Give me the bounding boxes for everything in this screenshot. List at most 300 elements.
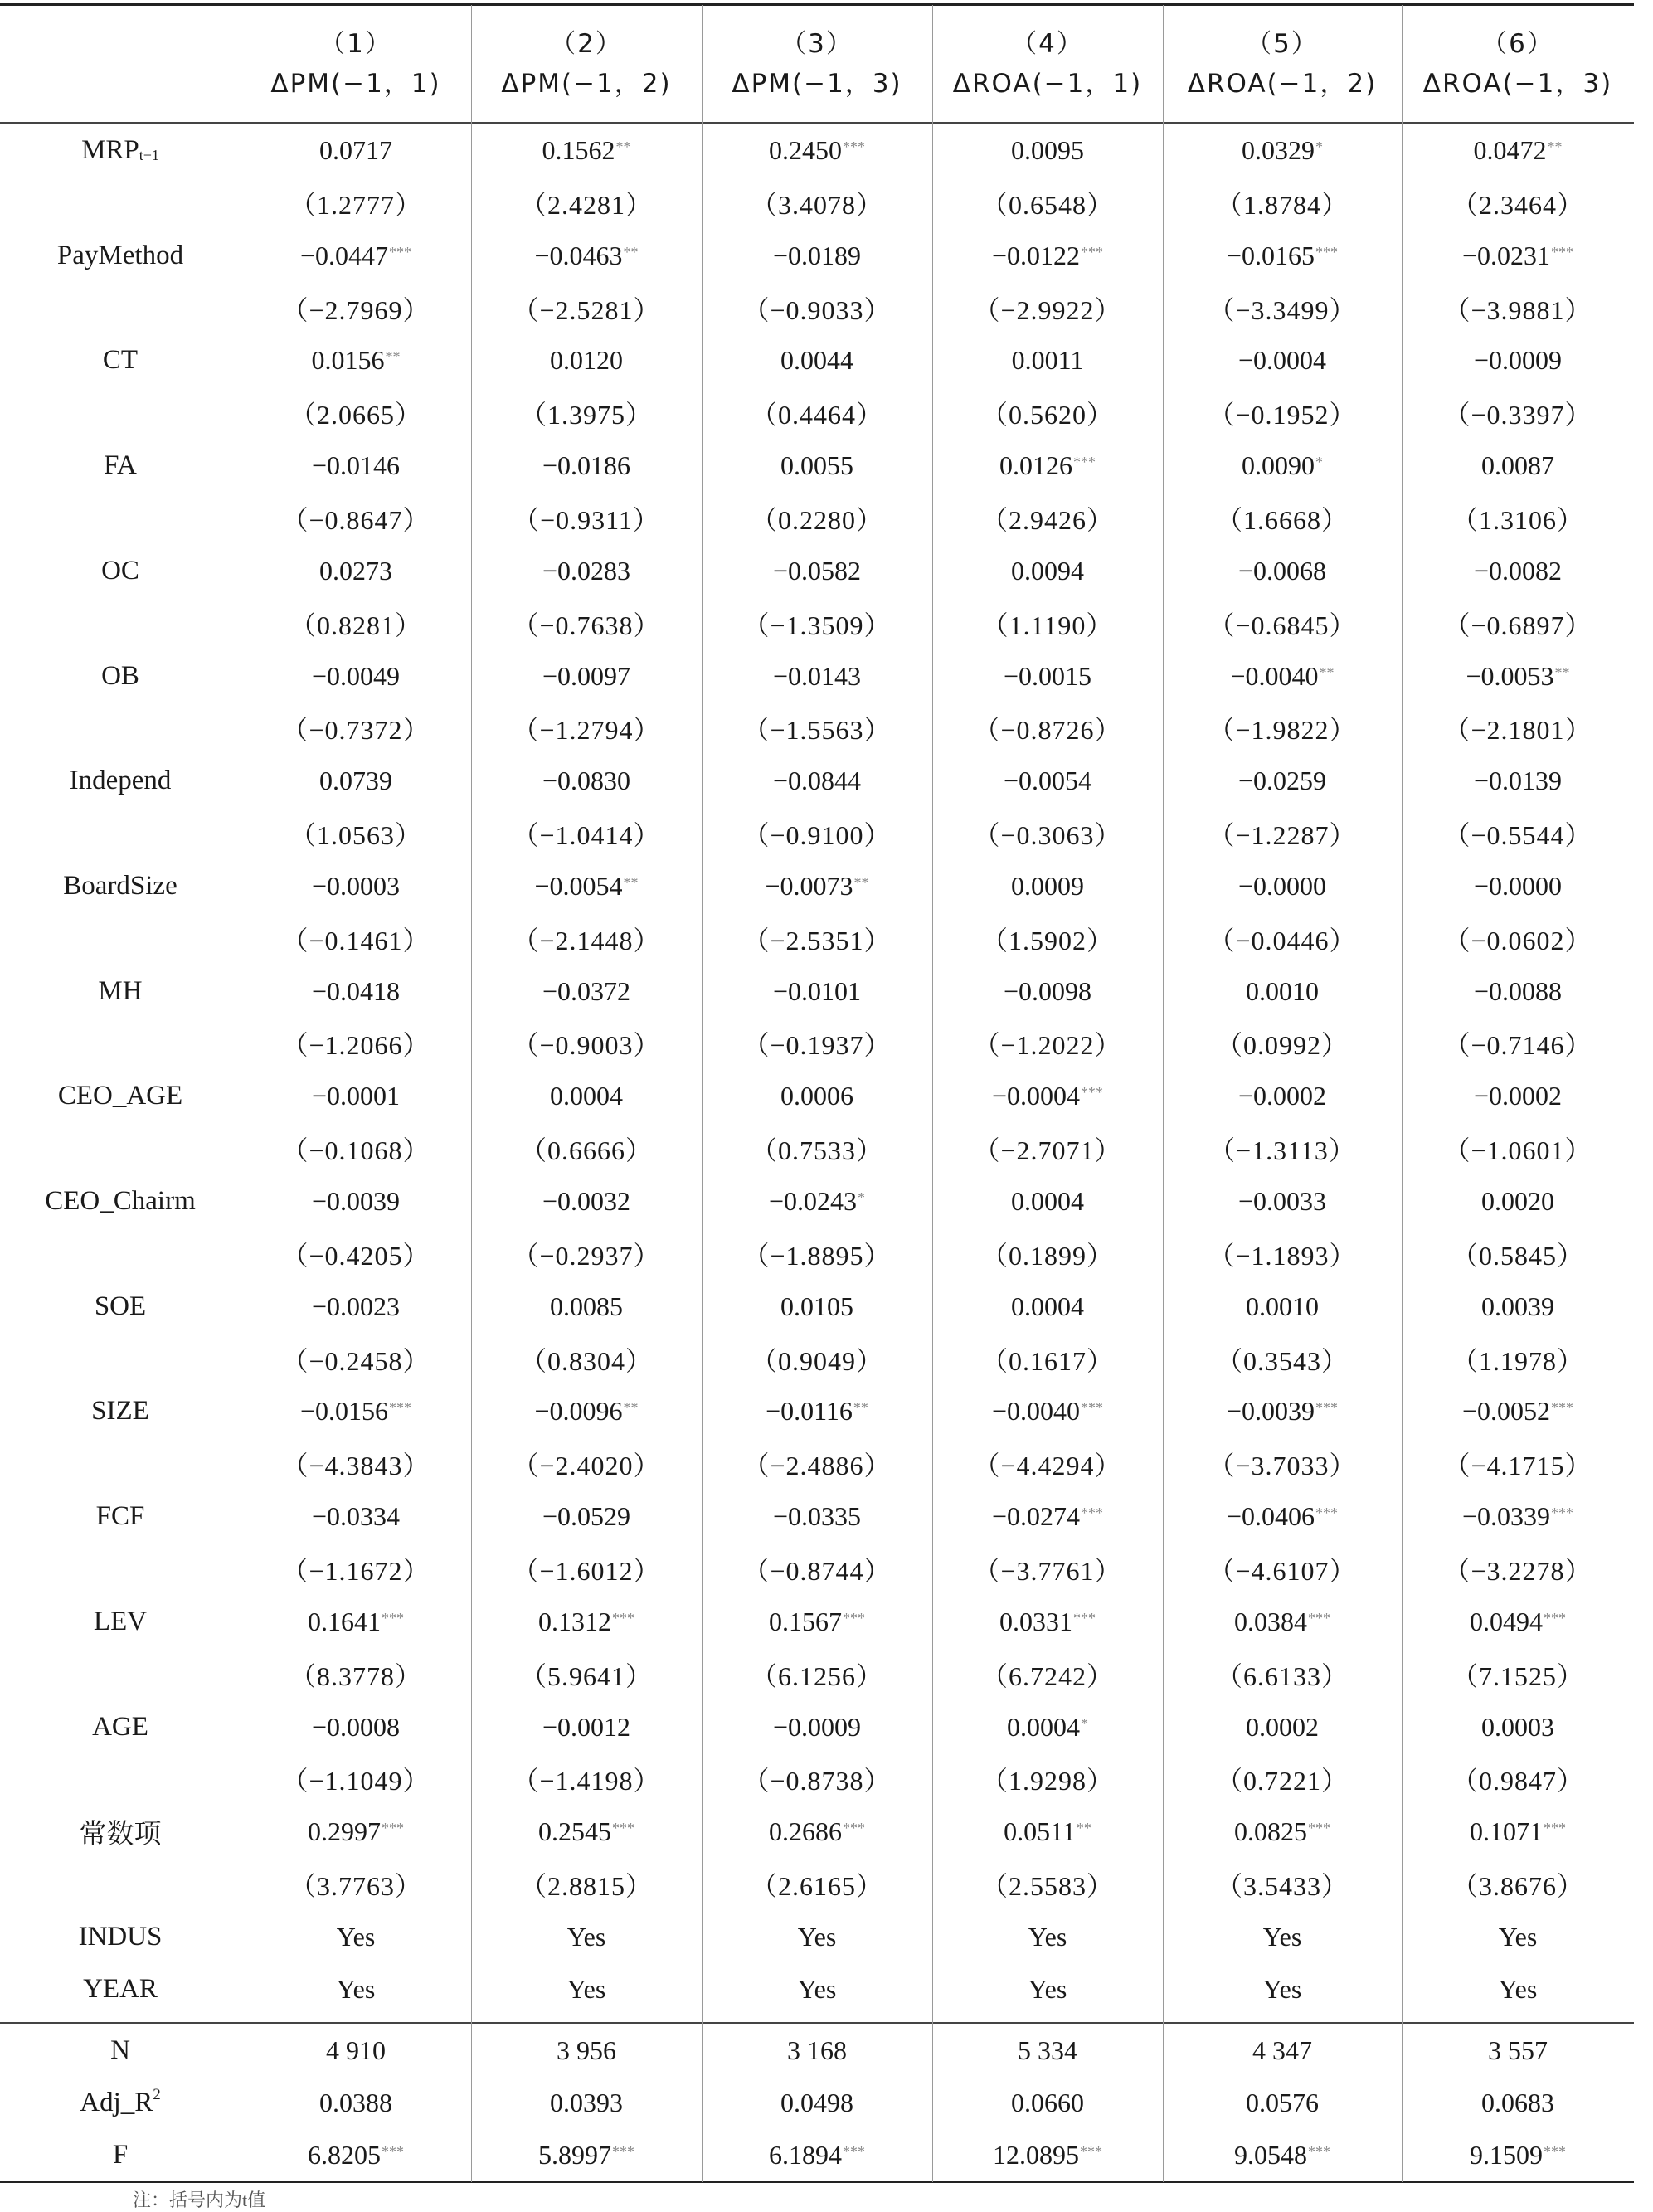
coefficient-value: 0.1641 — [308, 1606, 381, 1636]
row-label — [0, 1596, 241, 1648]
coefficient-value: 0.0105 — [780, 1291, 853, 1321]
variable-name: MRP — [81, 135, 139, 165]
control-row — [0, 1911, 1634, 1963]
t-stat-row — [0, 1438, 1634, 1490]
coefficient-value: −0.0165 — [1226, 240, 1315, 270]
t-stat-row — [0, 1859, 1634, 1911]
coefficient-cell — [1402, 755, 1634, 807]
coefficient-value: 0.0004 — [1007, 1711, 1080, 1742]
t-stat-cell: （−0.8726） — [973, 715, 1122, 746]
header-rule — [0, 122, 1634, 124]
t-stat-cell: （−0.0446） — [1208, 925, 1357, 955]
coefficient-cell — [241, 1070, 471, 1122]
coefficient-value: −0.0053 — [1466, 660, 1554, 691]
t-stat-cell: （−2.1448） — [512, 925, 661, 955]
t-stat-row — [0, 808, 1634, 860]
stat-cell — [932, 2025, 1163, 2077]
row-label: YEAR — [83, 1974, 158, 2005]
coef-row — [0, 1070, 1634, 1122]
t-stat-cell: （2.6165） — [750, 1871, 883, 1902]
coef-row — [0, 440, 1634, 492]
coefficient-cell — [1402, 1070, 1634, 1122]
significance-stars: ** — [623, 873, 639, 891]
coefficient-value: −0.0143 — [772, 660, 862, 691]
column-number: （1） — [319, 28, 392, 59]
coefficient-cell — [932, 1806, 1163, 1858]
coefficient-value: −0.0156 — [299, 1396, 389, 1427]
stat-row — [0, 2025, 1634, 2077]
row-label — [0, 755, 241, 807]
coefficient-cell — [241, 650, 471, 702]
coefficient-value: 0.0384 — [1234, 1606, 1307, 1636]
coefficient-value: 0.0011 — [1011, 345, 1084, 376]
coefficient-cell — [932, 334, 1163, 386]
coefficient-value: 0.1312 — [538, 1606, 611, 1636]
coefficient-value: −0.0274 — [991, 1501, 1081, 1532]
t-stat-cell: （−2.5351） — [742, 925, 892, 955]
coef-row — [0, 965, 1634, 1018]
stat-value: 0.0388 — [319, 2088, 392, 2117]
t-stat-cell: （−4.3843） — [281, 1451, 430, 1481]
significance-stars: *** — [843, 2143, 865, 2160]
coefficient-value: 0.0087 — [1481, 450, 1554, 481]
t-stat-cell: （−0.3063） — [973, 820, 1122, 851]
variable-name: OB — [101, 660, 139, 691]
coefficient-value: 0.0090 — [1242, 450, 1315, 481]
column-variable: ΔPM(−1，1) — [270, 68, 441, 99]
t-stat-cell: （−0.6897） — [1443, 610, 1592, 640]
coefficient-value: −0.0003 — [311, 870, 401, 901]
row-label — [0, 334, 241, 386]
row-label: INDUS — [78, 1921, 163, 1952]
coefficient-value: 0.0156 — [311, 345, 385, 376]
coefficient-cell — [241, 1385, 471, 1437]
t-stat-cell: （−1.2794） — [512, 715, 661, 746]
coefficient-cell — [1163, 124, 1402, 177]
column-variable: ΔPM(−1，2) — [501, 68, 672, 99]
coefficient-cell — [932, 965, 1163, 1018]
coef-row — [0, 1596, 1634, 1648]
t-stat-cell: （−0.8738） — [742, 1766, 892, 1796]
significance-stars: ** — [615, 139, 631, 155]
variable-name: OC — [101, 555, 139, 586]
coefficient-cell — [1402, 860, 1634, 912]
coef-row — [0, 545, 1634, 597]
variable-name: Independ — [69, 766, 172, 796]
coefficient-value: 0.0006 — [780, 1081, 853, 1111]
stat-value: 3 557 — [1488, 2035, 1548, 2065]
t-stat-cell: （3.7763） — [289, 1871, 422, 1902]
t-stat-cell: （3.4078） — [750, 189, 883, 220]
significance-stars: ** — [1554, 664, 1570, 681]
coefficient-value: −0.0231 — [1461, 240, 1551, 270]
t-stat-cell: （−0.9311） — [513, 504, 660, 535]
coefficient-cell — [1402, 1175, 1634, 1228]
significance-stars: *** — [389, 243, 412, 260]
stat-value: 0.0393 — [550, 2088, 623, 2117]
significance-stars: *** — [612, 2143, 634, 2160]
coefficient-cell — [1163, 1701, 1402, 1753]
significance-stars: *** — [1315, 1399, 1339, 1417]
t-stat-cell: （−0.8744） — [742, 1555, 892, 1586]
stat-cell — [702, 2077, 932, 2129]
table-footnote: 注：括号内为t值 — [133, 2190, 266, 2210]
stat-value: 12.0895 — [993, 2140, 1079, 2170]
t-stat-cell: （−0.5544） — [1443, 820, 1592, 851]
t-stat-row — [0, 387, 1634, 440]
column-header — [1163, 5, 1402, 122]
t-stat-cell: （0.8281） — [289, 610, 422, 640]
coefficient-value: 0.0825 — [1234, 1816, 1307, 1847]
t-stat-cell: （−0.3397） — [1443, 400, 1592, 430]
variable-name: AGE — [92, 1711, 148, 1742]
t-stat-cell: （−1.1672） — [281, 1555, 430, 1586]
coefficient-cell — [471, 1806, 702, 1858]
label-subscript: t−1 — [139, 147, 159, 163]
t-stat-cell: （8.3778） — [289, 1660, 422, 1691]
t-stat-row — [0, 912, 1634, 965]
coefficient-cell — [1402, 1701, 1634, 1753]
stat-value: 5 334 — [1018, 2035, 1077, 2065]
coefficient-cell — [241, 230, 471, 282]
t-stat-cell: （0.5845） — [1451, 1240, 1584, 1271]
t-stat-cell: （−3.3499） — [1208, 294, 1357, 325]
t-stat-cell: （−2.4020） — [512, 1451, 661, 1481]
t-stat-cell: （−1.0414） — [512, 820, 661, 851]
coefficient-cell — [241, 755, 471, 807]
column-variable: ΔPM(−1，3) — [732, 68, 902, 99]
coefficient-cell — [702, 1385, 932, 1437]
t-stat-row — [0, 1228, 1634, 1280]
significance-stars: * — [1315, 139, 1323, 155]
coefficient-value: 0.1567 — [769, 1606, 842, 1636]
row-label — [0, 1806, 241, 1858]
coefficient-value: −0.0101 — [772, 975, 862, 1006]
significance-stars: *** — [843, 1820, 865, 1837]
significance-stars: *** — [1081, 243, 1104, 260]
t-stat-cell: （0.6548） — [980, 189, 1114, 220]
coefficient-cell — [1163, 1596, 1402, 1648]
coefficient-cell — [471, 545, 702, 597]
coefficient-value: −0.0049 — [311, 660, 401, 691]
significance-stars: *** — [1315, 243, 1339, 260]
coefficient-value: −0.0186 — [542, 450, 631, 481]
significance-stars: * — [1315, 454, 1323, 471]
column-number: （5） — [1246, 28, 1319, 59]
t-stat-cell: （2.4281） — [519, 189, 653, 220]
t-stat-cell: （1.0563） — [289, 820, 422, 851]
coefficient-value: −0.0097 — [542, 660, 631, 691]
t-stat-cell: （6.7242） — [980, 1660, 1114, 1691]
coef-row — [0, 1806, 1634, 1858]
coefficient-cell — [241, 440, 471, 492]
coefficient-cell — [471, 1281, 702, 1333]
t-stat-cell: （1.8784） — [1215, 189, 1349, 220]
t-stat-cell: （−0.2458） — [281, 1345, 430, 1376]
coefficient-value: −0.0015 — [1003, 660, 1092, 691]
t-stat-cell: （−2.1801） — [1443, 715, 1592, 746]
coefficient-cell — [932, 1701, 1163, 1753]
stat-cell — [1163, 2129, 1402, 2181]
control-row — [0, 1963, 1634, 2015]
stat-cell — [1402, 2077, 1634, 2129]
t-stat-cell: （−1.9822） — [1208, 715, 1357, 746]
significance-stars: ** — [1076, 1820, 1091, 1837]
significance-stars: *** — [843, 139, 865, 155]
stat-cell — [241, 2129, 471, 2181]
significance-stars: *** — [389, 1399, 412, 1417]
coefficient-value: −0.0001 — [311, 1081, 401, 1111]
coefficient-value: −0.0054 — [1003, 766, 1092, 796]
column-header — [702, 5, 932, 122]
coefficient-cell — [932, 1281, 1163, 1333]
t-stat-cell: （0.7221） — [1215, 1766, 1349, 1796]
stat-value: 0.0576 — [1246, 2088, 1319, 2117]
stat-value: 6.8205 — [308, 2140, 381, 2170]
coefficient-value: 0.0004 — [1011, 1186, 1084, 1216]
t-stat-row — [0, 1648, 1634, 1700]
coefficient-value: −0.0082 — [1473, 555, 1563, 586]
variable-name: LEV — [93, 1606, 148, 1636]
coefficient-cell — [471, 1385, 702, 1437]
stat-value: 0.0660 — [1011, 2088, 1084, 2117]
coefficient-cell — [1163, 1385, 1402, 1437]
control-cell: Yes — [566, 1921, 606, 1952]
coefficient-cell — [1402, 1385, 1634, 1437]
t-stat-cell: （0.6666） — [519, 1135, 653, 1166]
coefficient-value: 0.0331 — [999, 1606, 1072, 1636]
row-label — [0, 1070, 241, 1122]
coefficient-value: −0.0054 — [534, 870, 623, 901]
stat-cell — [1163, 2077, 1402, 2129]
row-label — [0, 545, 241, 597]
significance-stars: *** — [1551, 1399, 1574, 1417]
coefficient-value: −0.0004 — [1237, 345, 1327, 376]
row-label — [0, 965, 241, 1018]
coefficient-value: −0.0039 — [311, 1186, 401, 1216]
coefficient-cell — [1163, 334, 1402, 386]
t-stat-cell: （−1.8895） — [742, 1240, 892, 1271]
variable-name: MH — [98, 975, 143, 1006]
coefficient-value: −0.0012 — [542, 1711, 631, 1742]
coefficient-value: −0.0000 — [1473, 870, 1563, 901]
control-cell: Yes — [797, 1974, 837, 2005]
significance-stars: *** — [1308, 2143, 1330, 2160]
control-cell: Yes — [336, 1921, 376, 1952]
coefficient-value: 0.0010 — [1246, 1291, 1319, 1321]
t-stat-cell: （2.0665） — [289, 400, 422, 430]
coefficient-value: −0.0339 — [1461, 1501, 1551, 1532]
t-stat-cell: （−0.9100） — [742, 820, 892, 851]
coefficient-cell — [702, 650, 932, 702]
coefficient-cell — [1163, 755, 1402, 807]
coefficient-value: −0.0463 — [534, 240, 623, 270]
variable-name: CEO_AGE — [57, 1081, 183, 1111]
t-stat-cell: （−0.0602） — [1443, 925, 1592, 955]
variable-name: SOE — [94, 1291, 147, 1321]
t-stat-cell: （−0.7146） — [1443, 1030, 1592, 1061]
t-stat-cell: （−0.7638） — [512, 610, 661, 640]
t-stat-cell: （−1.3113） — [1208, 1135, 1356, 1166]
t-stat-cell: （−1.6012） — [512, 1555, 661, 1586]
row-label — [0, 124, 241, 177]
variable-name: FCF — [95, 1501, 145, 1532]
t-stat-cell: （3.8676） — [1451, 1871, 1584, 1902]
coefficient-value: 0.0717 — [319, 135, 392, 165]
t-stat-cell: （−3.7033） — [1208, 1451, 1357, 1481]
variable-name: CEO_Chairm — [45, 1186, 196, 1216]
coefficient-cell — [702, 755, 932, 807]
column-number: （2） — [550, 28, 623, 59]
coefficient-cell — [702, 1596, 932, 1648]
coef-row — [0, 124, 1634, 177]
coefficient-cell — [1163, 650, 1402, 702]
coefficient-value: −0.0033 — [1237, 1186, 1327, 1216]
coefficient-value: 0.0004 — [550, 1081, 623, 1111]
coefficient-value: −0.0040 — [1230, 660, 1319, 691]
coefficient-cell — [702, 1806, 932, 1858]
significance-stars: *** — [1544, 2143, 1566, 2160]
t-stat-cell: （−0.1068） — [281, 1135, 430, 1166]
coefficient-cell — [1163, 860, 1402, 912]
coefficient-cell — [702, 545, 932, 597]
coefficient-cell — [1163, 545, 1402, 597]
t-stat-cell: （0.5620） — [980, 400, 1114, 430]
coefficient-cell — [471, 650, 702, 702]
t-stat-cell: （−1.3509） — [742, 610, 892, 640]
control-cell: Yes — [566, 1974, 606, 2005]
coefficient-value: 0.0095 — [1011, 135, 1084, 165]
stats-rule — [0, 2022, 1634, 2024]
coefficient-value: −0.0116 — [766, 1396, 853, 1427]
variable-name: FA — [104, 450, 137, 481]
coefficient-value: −0.0243 — [768, 1186, 858, 1216]
coefficient-value: 0.0020 — [1481, 1186, 1554, 1216]
t-stat-row — [0, 1543, 1634, 1595]
t-stat-cell: （−1.1893） — [1208, 1240, 1357, 1271]
coefficient-cell — [932, 440, 1163, 492]
t-stat-cell: （−2.7969） — [281, 294, 430, 325]
row-label — [0, 1385, 241, 1437]
coefficient-value: 0.0472 — [1473, 135, 1547, 165]
coefficient-cell — [241, 860, 471, 912]
coefficient-value: 0.1562 — [542, 135, 615, 165]
coefficient-value: −0.0032 — [542, 1186, 631, 1216]
significance-stars: ** — [1547, 139, 1563, 155]
variable-name: PayMethod — [56, 240, 184, 270]
column-variable: ΔROA(−1，1) — [952, 68, 1143, 99]
coefficient-cell — [702, 440, 932, 492]
row-label — [0, 230, 241, 282]
row-label — [0, 2129, 241, 2181]
t-stat-cell: （1.9298） — [980, 1766, 1114, 1796]
coefficient-value: −0.0002 — [1237, 1081, 1327, 1111]
coefficient-cell — [932, 1490, 1163, 1543]
coefficient-cell — [702, 124, 932, 177]
coefficient-cell — [1163, 440, 1402, 492]
significance-stars: *** — [612, 1609, 634, 1626]
coefficient-value: −0.0068 — [1237, 555, 1327, 586]
variable-name: SIZE — [91, 1396, 149, 1427]
coefficient-cell — [702, 1070, 932, 1122]
coefficient-value: 0.0004 — [1011, 1291, 1084, 1321]
coefficient-cell — [241, 124, 471, 177]
t-stat-cell: （−0.1937） — [742, 1030, 892, 1061]
t-stat-cell: （−0.6845） — [1208, 610, 1357, 640]
significance-stars: *** — [1080, 2143, 1102, 2160]
coefficient-value: −0.0009 — [1473, 345, 1563, 376]
stat-value: 0.0498 — [780, 2088, 853, 2117]
coefficient-cell — [1402, 124, 1634, 177]
t-stat-cell: （1.3975） — [519, 400, 653, 430]
t-stat-cell: （0.0992） — [1215, 1030, 1349, 1061]
t-stat-cell: （−3.2278） — [1443, 1555, 1592, 1586]
significance-stars: ** — [623, 1399, 639, 1417]
t-stat-cell: （−0.4205） — [281, 1240, 430, 1271]
significance-stars: *** — [1315, 1505, 1339, 1522]
coefficient-value: −0.0052 — [1461, 1396, 1551, 1427]
t-stat-cell: （2.3464） — [1451, 189, 1584, 220]
coefficient-cell — [702, 1175, 932, 1228]
stat-value: 6.1894 — [769, 2140, 842, 2170]
significance-stars: *** — [382, 1820, 404, 1837]
coefficient-value: 0.0009 — [1011, 870, 1084, 901]
coefficient-value: 0.0120 — [550, 345, 623, 376]
coefficient-value: 0.0511 — [1004, 1816, 1076, 1847]
significance-stars: ** — [623, 243, 639, 260]
coefficient-value: −0.0139 — [1473, 766, 1563, 796]
coefficient-value: −0.0000 — [1237, 870, 1327, 901]
t-stat-cell: （−1.5563） — [742, 715, 892, 746]
stat-cell — [702, 2129, 932, 2181]
stat-cell — [1402, 2129, 1634, 2181]
coefficient-cell — [932, 1385, 1163, 1437]
t-stat-cell: （−0.7372） — [281, 715, 430, 746]
significance-stars: ** — [1319, 664, 1335, 681]
coefficient-cell — [702, 1701, 932, 1753]
t-stat-cell: （−2.9922） — [973, 294, 1122, 325]
column-number: （6） — [1481, 28, 1554, 59]
coefficient-cell — [702, 1490, 932, 1543]
coefficient-cell — [471, 440, 702, 492]
t-stat-cell: （1.3106） — [1451, 504, 1584, 535]
coefficient-value: 0.2686 — [769, 1816, 842, 1847]
column-number: （3） — [780, 28, 853, 59]
stat-name: N — [110, 2035, 130, 2065]
coefficient-cell — [241, 334, 471, 386]
stat-value: 9.1509 — [1470, 2140, 1543, 2170]
coefficient-value: −0.0335 — [772, 1501, 862, 1532]
t-stat-cell: （0.1617） — [980, 1345, 1114, 1376]
coefficient-cell — [471, 1070, 702, 1122]
t-stat-cell: （−0.2937） — [512, 1240, 661, 1271]
t-stat-cell: （2.5583） — [980, 1871, 1114, 1902]
coefficient-value: −0.0004 — [991, 1081, 1081, 1111]
stat-value: 4 910 — [326, 2035, 386, 2065]
row-label — [0, 650, 241, 702]
t-stat-cell: （−4.1715） — [1443, 1451, 1592, 1481]
t-stat-cell: （0.1899） — [980, 1240, 1114, 1271]
coefficient-cell — [1402, 965, 1634, 1018]
significance-stars: *** — [1308, 1820, 1330, 1837]
coefficient-value: 0.0010 — [1246, 975, 1319, 1006]
coef-row — [0, 1385, 1634, 1437]
t-stat-row — [0, 1333, 1634, 1385]
coefficient-cell — [1402, 334, 1634, 386]
bottom-rule — [0, 2181, 1634, 2183]
coefficient-value: 0.0273 — [319, 555, 392, 586]
coefficient-cell — [932, 1175, 1163, 1228]
